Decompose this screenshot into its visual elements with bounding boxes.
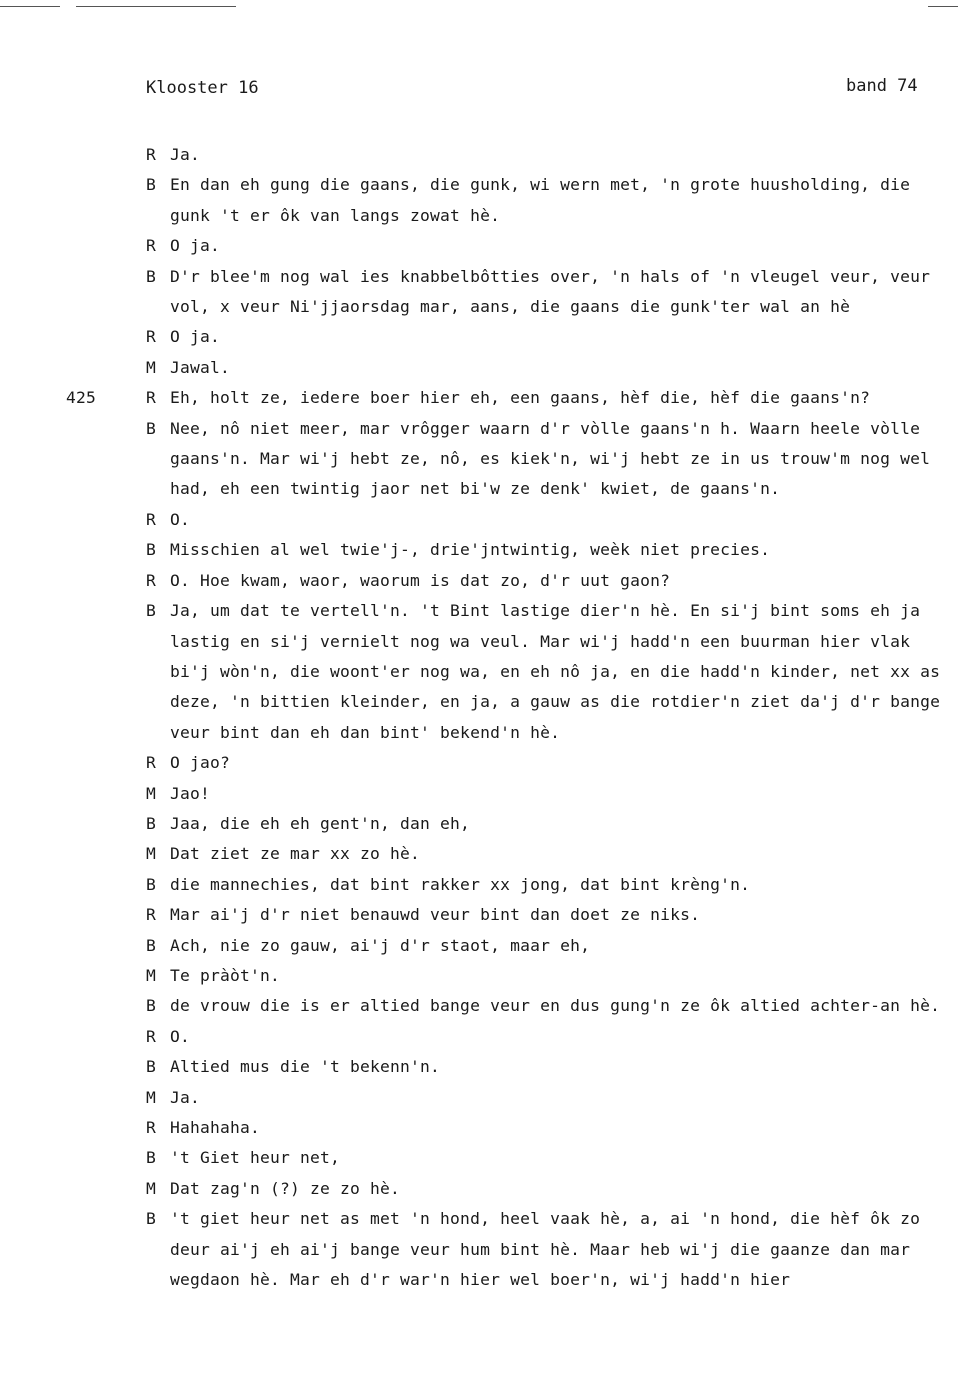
transcript-body [66,140,958,1295]
utterance-text: Hahahaha. [170,1118,261,1137]
speaker-label: R [146,388,157,408]
speaker-label: B [146,1148,157,1168]
speaker-label: R [146,905,157,925]
utterance-text: Ja. [170,145,201,164]
utterance [146,322,958,352]
speaker-label: R [146,753,157,773]
speaker-label: R [146,1026,157,1046]
utterance-text: O ja. [170,236,221,256]
utterance [146,839,958,869]
utterance-text: O. [170,509,191,529]
utterance [146,1113,958,1143]
utterance [146,870,958,900]
utterance-text: Jawal. [170,357,231,377]
scan-edge-mark [76,6,236,7]
utterance-text: O jao? [170,753,231,773]
utterance [146,1083,958,1113]
utterance-text: 't Giet heur net, [170,1148,341,1168]
utterance [146,596,958,748]
speaker-label: R [146,1118,157,1137]
speaker-label: B [146,996,157,1016]
utterance [146,900,958,930]
scan-edge-mark [928,6,958,7]
speaker-label: M [146,965,157,985]
utterance [146,809,958,839]
utterance [146,991,958,1021]
utterance [146,1174,958,1204]
margin-line-number: 425 [66,388,97,408]
speaker-label: B [146,266,157,286]
speaker-label: B [146,935,157,955]
document-title: Klooster 16 [146,78,259,98]
utterance-text: Altied mus die 't bekenn'n. [170,1057,441,1077]
utterance [146,1143,958,1173]
speaker-label: B [146,601,157,621]
speaker-label: B [146,418,157,438]
utterance-text: En dan eh gung die gaans, die gunk, wi wern met, 'n grote huusholding, die gunk 't er ôk van langs zowat hè. [170,175,911,225]
utterance-text: Misschien al wel twie'j-, drie'jntwintig, weèk niet precies. [170,540,771,560]
scan-edge-mark [0,6,60,7]
speaker-label: R [146,327,157,347]
utterance [146,140,958,170]
utterance-text: O. Hoe kwam, waor, waorum is dat zo, d'r uut gaon? [170,570,671,590]
speaker-label: M [146,1087,157,1107]
speaker-label: B [146,1209,157,1229]
utterance [146,748,958,778]
speaker-label: R [146,570,157,590]
utterance [146,414,958,505]
tape-number: band 74 [846,76,918,96]
speaker-label: M [146,844,157,864]
utterance [146,566,958,596]
utterance [146,1052,958,1082]
utterance [146,353,958,383]
speaker-label: R [146,236,157,256]
speaker-label: B [146,813,157,833]
utterance-text: die mannechies, dat bint rakker xx jong, dat bint krèng'n. [170,874,751,894]
utterance-text: Mar ai'j d'r niet benauwd veur bint dan doet ze niks. [170,905,701,925]
utterance [66,383,958,413]
utterance-text: O. [170,1026,191,1046]
utterance-text: O ja. [170,327,221,347]
utterance [146,931,958,961]
utterance-text: Dat zag'n (?) ze zo hè. [170,1178,401,1198]
utterance-text: Dat ziet ze mar xx zo hè. [170,844,421,864]
utterance [146,779,958,809]
utterance-text: Eh, holt ze, iedere boer hier eh, een gaans, hèf die, hèf die gaans'n? [170,388,871,408]
speaker-label: B [146,175,157,195]
speaker-label: B [146,540,157,560]
utterance-text: Ach, nie zo gauw, ai'j d'r staot, maar eh, [170,935,591,955]
utterance-text: Ja. [170,1087,201,1107]
utterance-text: 't giet heur net as met 'n hond, heel vaak hè, a, ai 'n hond, die hèf ôk zo deur ai'j eh ai'j bange veur hum bint hè. Maar heb wi'j die gaanze dan mar wegdaon hè. Mar eh d'r war'n hier wel boer'n, wi'j hadd'n hier [170,1209,921,1290]
utterance-text: D'r blee'm nog wal ies knabbelbôtties over, 'n hals of 'n vleugel veur, veur vol, x veur Ni'jjaorsdag mar, aans, die gaans die gunk'ter wal an hè [170,266,931,317]
utterance [146,262,958,323]
speaker-label: R [146,509,157,529]
utterance [146,535,958,565]
speaker-label: R [146,145,157,164]
utterance-text: Ja, um dat te vertell'n. 't Bint lastige dier'n hè. En si'j bint soms eh ja lastig en si'j vernielt nog wa veul. Mar wi'j hadd'n een buurman hier vlak bi'j wòn'n, die woont'er nog wa, en eh nô ja, en die hadd'n kinder, net xx as deze, 'n bittien kleinder, en ja, a gauw as die rotdier'n ziet da'j d'r bange veur bint dan eh dan bint' bekend'n hè. [170,601,941,742]
utterance-text: Te pràòt'n. [170,965,281,985]
utterance-text: de vrouw die is er altied bange veur en dus gung'n ze ôk altied achter-an hè. [170,996,941,1016]
speaker-label: M [146,1178,157,1198]
speaker-label: B [146,874,157,894]
utterance-text: Jaa, die eh eh gent'n, dan eh, [170,813,471,833]
utterance [146,505,958,535]
speaker-label: M [146,783,157,803]
utterance-text: Nee, nô niet meer, mar vrôgger waarn d'r vòlle gaans'n h. Waarn heele vòlle gaans'n. Mar wi'j hebt ze, nô, es kiek'n, wi'j hebt ze in us trouw'm nog wel had, eh een twintig jaor net bi'w ze denk' kwiet, de gaans'n. [170,418,931,499]
utterance [146,231,958,261]
utterance [146,1022,958,1052]
utterance-text: Jao! [170,783,211,803]
utterance [146,961,958,991]
utterance [146,1204,958,1295]
utterance [146,170,958,231]
speaker-label: B [146,1057,157,1077]
speaker-label: M [146,357,157,377]
